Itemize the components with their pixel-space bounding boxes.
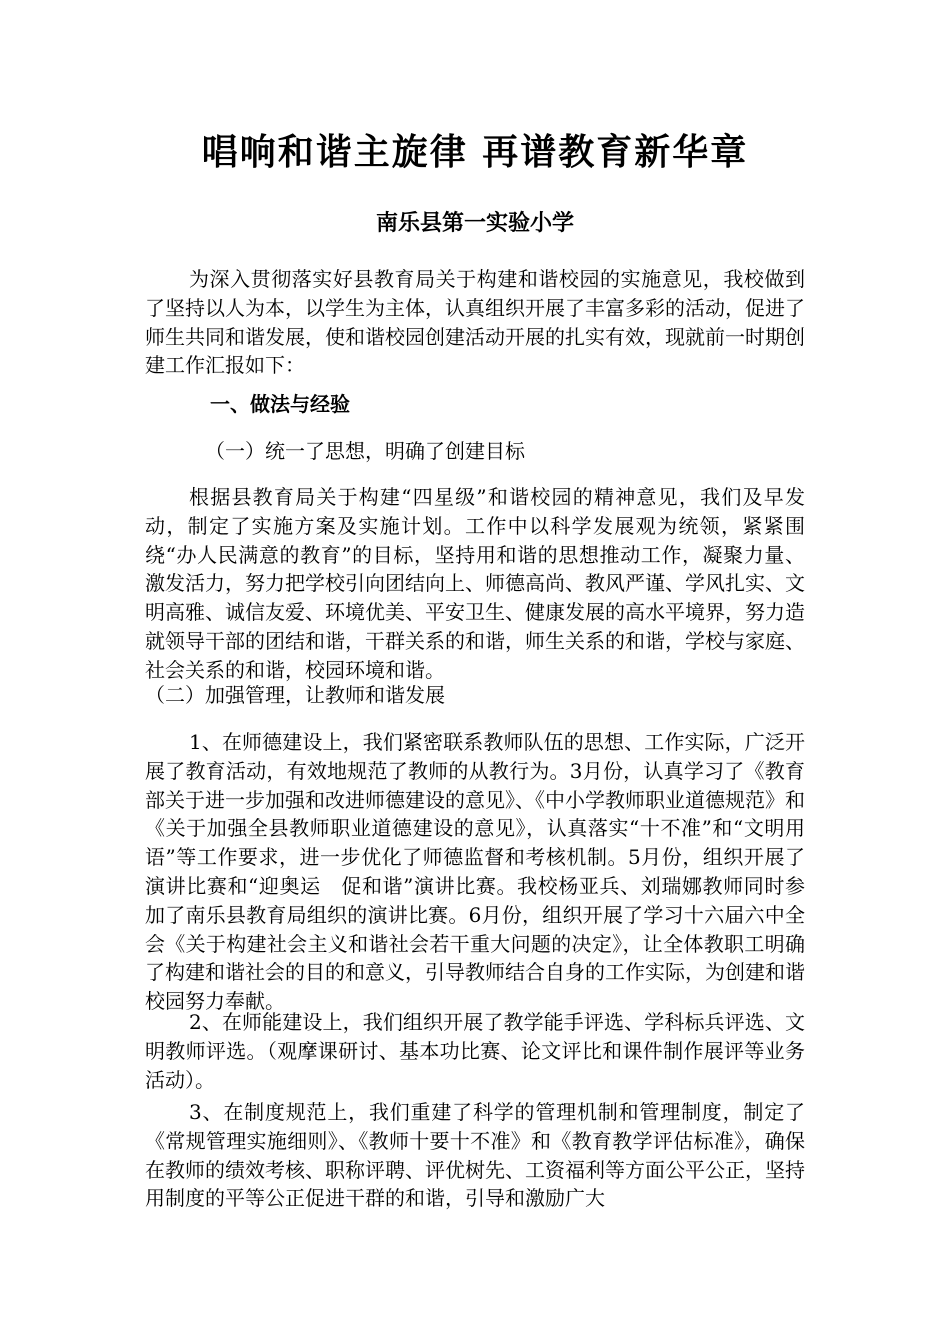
section-heading-1: 一、做法与经验 bbox=[210, 392, 350, 416]
document-author: 南乐县第一实验小学 bbox=[375, 210, 574, 236]
item-2-paragraph: 2、在师能建设上，我们组织开展了教学能手评选、学科标兵评选、文明教师评选。（观摩课研讨、基本功比赛、论文评比和课件制作展评等业务活动）。 bbox=[145, 1010, 805, 1092]
subsection-1-paragraph: 根据县教育局关于构建“四星级”和谐校园的精神意见，我们及早发动，制定了实施方案及实施计划。工作中以科学发展观为统领，紧紧围绕“办人民满意的教育”的目标，坚持用和谐的思想推动工作，凝聚力量、激发活力，努力把学校引向团结向上、师德高尚、教风严谨、学风扎实、文明高雅、诚信友爱、环境优美、平安卫生、健康发展的高水平境界，努力造就领导干部的团结和谐，干群关系的和谐，师生关系的和谐，学校与家庭、社会关系的和谐，校园环境和谐。 bbox=[145, 485, 805, 682]
item-3-paragraph: 3、在制度规范上，我们重建了科学的管理机制和管理制度，制定了《常规管理实施细则》、《教师十要十不准》和《教育教学评估标准》，确保在教师的绩效考核、职称评聘、评优树先、工资福利等方面公平公正，坚持用制度的平等公正促进干群的和谐，引导和激励广大 bbox=[145, 1100, 805, 1211]
document-title: 唱响和谐主旋律 再谱教育新华章 bbox=[201, 131, 749, 173]
subsection-heading-1: （一）统一了思想，明确了创建目标 bbox=[205, 439, 525, 463]
intro-paragraph: 为深入贯彻落实好县教育局关于构建和谐校园的实施意见，我校做到了坚持以人为本，以学生为主体，认真组织开展了丰富多彩的活动，促进了师生共同和谐发展，使和谐校园创建活动开展的扎实有效，现就前一时期创建工作汇报如下： bbox=[145, 267, 805, 378]
item-1-paragraph: 1、在师德建设上，我们紧密联系教师队伍的思想、工作实际，广泛开展了教育活动，有效地规范了教师的从教行为。3月份，认真学习了《教育部关于进一步加强和改进师德建设的意见》、《中小学教师职业道德规范》和《关于加强全县教师职业道德建设的意见》，认真落实“十不准”和“文明用语”等工作要求，进一步优化了师德监督和考核机制。5月份，组织开展了演讲比赛和“迎奥运 促和谐”演讲比赛。我校杨亚兵、刘瑞娜教师同时参加了南乐县教育局组织的演讲比赛。6月份，组织开展了学习十六届六中全会《关于构建社会主义和谐社会若干重大问题的决定》，让全体教职工明确了构建和谐社会的目的和意义，引导教师结合自身的工作实际，为创建和谐校园努力奉献。 bbox=[145, 730, 805, 1014]
subsection-heading-2: （二）加强管理，让教师和谐发展 bbox=[145, 683, 445, 707]
